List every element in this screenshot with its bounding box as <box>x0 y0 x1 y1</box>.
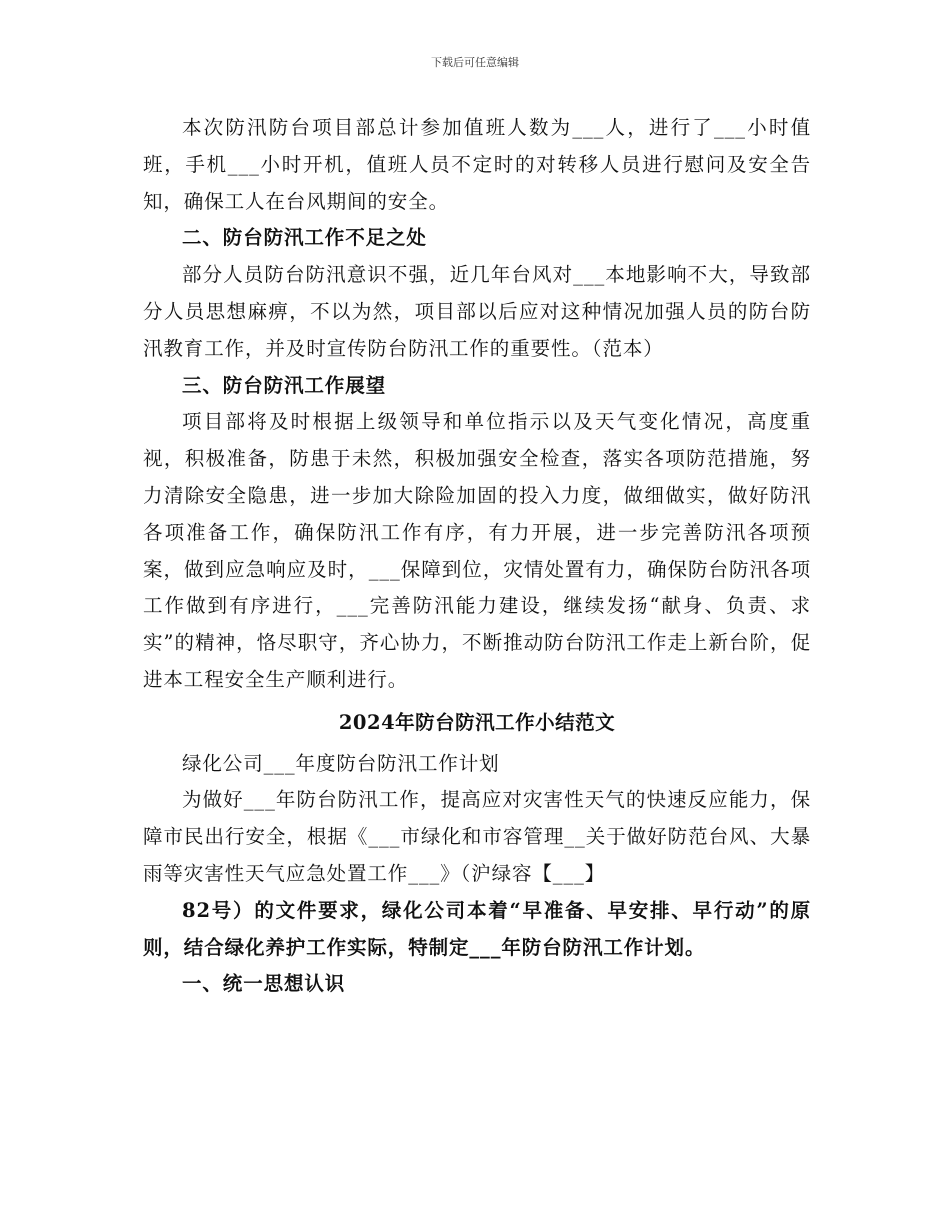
section-heading-shortcomings: 二、防台防汛工作不足之处 <box>182 226 427 250</box>
paragraph-outlook: 项目部将及时根据上级领导和单位指示以及天气变化情况，高度重视，积极准备，防患于未然，积极加强安全检查，落实各项防范措施，努力清除安全隐患，进一步加大除险加固的投入力度，做细做实，做好防汛各项准备工作，确保防汛工作有序，有力开展，进一步完善防汛各项预案，做到应急响应及时，___保障到位，灾情处置有力，确保防台防汛各项工作做到有序进行，___完善防汛能力建设，继续发扬“献身、负责、求实”的精神，恪尽职守，齐心协力，不断推动防台防汛工作走上新台阶，促进本工程安全生产顺利进行。 <box>143 410 811 691</box>
page-header: 下载后可任意编辑 <box>431 56 519 69</box>
section-heading-outlook: 三、防台防汛工作展望 <box>182 373 387 397</box>
paragraph-plan-requirements: 82号）的文件要求，绿化公司本着“早准备、早安排、早行动”的原则，结合绿化养护工作实际，特制定___年防台防汛工作计划。 <box>143 898 811 959</box>
document-title: 2024年防台防汛工作小结范文 <box>338 710 616 734</box>
paragraph-plan-name: 绿化公司___年度防台防汛工作计划 <box>182 751 500 775</box>
paragraph-plan-intro: 为做好___年防台防汛工作，提高应对灾害性天气的快速反应能力，保障市民出行安全，根据《___市绿化和市容管理__关于做好防范台风、大暴雨等灾害性天气应急处置工作___》（沪绿容【___】 <box>143 788 811 885</box>
section-heading-unify-thinking: 一、统一思想认识 <box>182 972 346 996</box>
paragraph-shortcomings: 部分人员防台防汛意识不强，近几年台风对___本地影响不大，导致部分人员思想麻痹，不以为然，项目部以后应对这种情况加强人员的防台防汛教育工作，并及时宣传防台防汛工作的重要性。（范本） <box>143 263 811 360</box>
paragraph-duty-summary: 本次防汛防台项目部总计参加值班人数为___人，进行了___小时值班，手机___小时开机，值班人员不定时的对转移人员进行慰问及安全告知，确保工人在台风期间的安全。 <box>143 116 811 213</box>
document-body <box>143 110 811 1003</box>
